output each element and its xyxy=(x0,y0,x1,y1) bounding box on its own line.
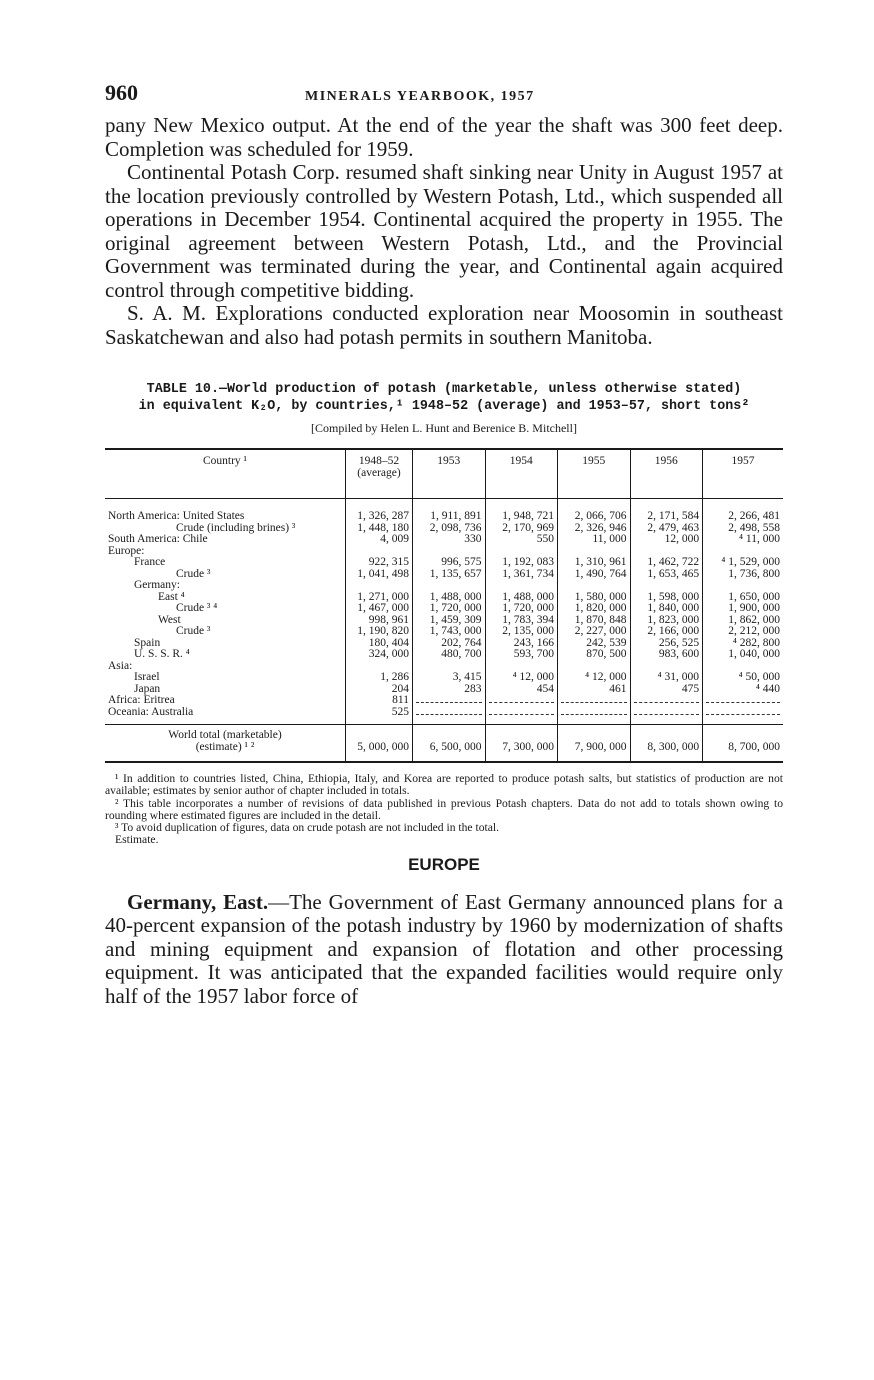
table-cell: 998, 961 xyxy=(346,615,413,627)
no-data-dash xyxy=(489,708,555,715)
table-cell: ⁴ 50, 000 xyxy=(703,672,783,684)
row-label-text: East ⁴ xyxy=(158,591,185,603)
table-cell xyxy=(413,707,486,719)
table-cell xyxy=(485,580,558,592)
table-cell: 525 xyxy=(346,707,413,719)
table-row xyxy=(105,580,783,592)
europe-text xyxy=(105,891,783,1009)
table-cell: 1, 862, 000 xyxy=(703,615,783,627)
table-cell xyxy=(630,580,703,592)
table-row xyxy=(105,511,783,523)
table-header-row xyxy=(105,449,783,499)
table-cell: 1, 948, 721 xyxy=(485,511,558,523)
footnote: ² This table incorporates a number of revisions of data published in previous Potash chapters. Data do not add to totals shown owing to rounding where estimated figures are included in the detail. xyxy=(105,796,783,822)
table-cell: 1, 580, 000 xyxy=(558,592,631,604)
table-cell: 2, 166, 000 xyxy=(630,626,703,638)
table-row xyxy=(105,695,783,707)
table-cell: 1, 720, 000 xyxy=(413,603,486,615)
table-cell: 1, 653, 465 xyxy=(630,569,703,581)
table-cell: 1, 743, 000 xyxy=(413,626,486,638)
row-label-text: South America: Chile xyxy=(108,534,208,545)
table-row xyxy=(105,707,783,719)
row-label-text: North America: United States xyxy=(108,511,245,522)
total-cell: 7, 900, 000 xyxy=(558,725,631,763)
table-row xyxy=(105,684,783,696)
table-cell: 983, 600 xyxy=(630,649,703,661)
footnote: ³ To avoid duplication of figures, data on crude potash are not included in the total. xyxy=(115,821,499,835)
table-cell: 1, 870, 848 xyxy=(558,615,631,627)
table-cell: 1, 190, 820 xyxy=(346,626,413,638)
table-cell: 1, 650, 000 xyxy=(703,592,783,604)
table-cell: 1, 823, 000 xyxy=(630,615,703,627)
table-cell: 1, 361, 734 xyxy=(485,569,558,581)
row-label xyxy=(105,523,346,535)
table-cell: 2, 479, 463 xyxy=(630,523,703,535)
table-cell xyxy=(485,707,558,719)
table-cell: 1, 326, 287 xyxy=(346,511,413,523)
row-label xyxy=(105,569,346,581)
row-label-text: Japan xyxy=(134,683,161,695)
table-row xyxy=(105,603,783,615)
table-cell: 2, 135, 000 xyxy=(485,626,558,638)
table-cell: 2, 498, 558 xyxy=(703,523,783,535)
table-cell: 1, 900, 000 xyxy=(703,603,783,615)
row-label xyxy=(105,546,346,558)
table-cell: 1, 911, 891 xyxy=(413,511,486,523)
run-in-heading: Germany, East. xyxy=(127,889,269,914)
table-row xyxy=(105,649,783,661)
total-cell: 5, 000, 000 xyxy=(346,725,413,763)
row-label xyxy=(105,626,346,638)
column-header: 1948–52 (average) xyxy=(346,449,413,499)
no-data-dash xyxy=(561,696,627,703)
table-cell: 1, 736, 800 xyxy=(703,569,783,581)
table-cell: 2, 266, 481 xyxy=(703,511,783,523)
table-total-row xyxy=(105,725,783,763)
paragraph xyxy=(105,891,783,1009)
footnote: Estimate. xyxy=(115,833,159,847)
body-text xyxy=(105,114,783,349)
section-heading: EUROPE xyxy=(408,854,480,874)
no-data-dash xyxy=(489,696,555,703)
table-cell: 1, 310, 961 xyxy=(558,557,631,569)
row-label-text: Europe: xyxy=(108,545,145,557)
footnotes xyxy=(105,773,783,847)
running-title: MINERALS YEARBOOK, 1957 xyxy=(305,89,535,104)
table-cell: 242, 539 xyxy=(558,638,631,650)
row-label xyxy=(105,534,346,546)
table-row xyxy=(105,672,783,684)
row-label-text: West xyxy=(158,614,181,626)
column-header: 1955 xyxy=(558,449,631,499)
table-cell: 283 xyxy=(413,684,486,696)
table-cell: 1, 286 xyxy=(346,672,413,684)
table-body xyxy=(105,499,783,719)
table-cell xyxy=(558,707,631,719)
row-label xyxy=(105,615,346,627)
table-cell: 870, 500 xyxy=(558,649,631,661)
table-cell: 811 xyxy=(346,695,413,707)
row-label-text: Germany: xyxy=(134,580,180,591)
table-cell: 202, 764 xyxy=(413,638,486,650)
column-header: 1957 xyxy=(703,449,783,499)
table-cell: 11, 000 xyxy=(558,534,631,546)
table-cell xyxy=(703,580,783,592)
table-row xyxy=(105,626,783,638)
column-header: Country ¹ xyxy=(105,449,346,499)
no-data-dash xyxy=(706,708,780,715)
table-cell xyxy=(703,695,783,707)
paragraph: pany New Mexico output. At the end of the year the shaft was 300 feet deep. Completion was scheduled for 1959. xyxy=(105,113,783,161)
table-cell: 1, 192, 083 xyxy=(485,557,558,569)
table-cell: 1, 448, 180 xyxy=(346,523,413,535)
table-title xyxy=(105,381,783,415)
row-label xyxy=(105,649,346,661)
page-number: 960 xyxy=(105,80,138,105)
table-cell: 1, 488, 000 xyxy=(485,592,558,604)
no-data-dash xyxy=(706,696,780,703)
total-label: World total (marketable) xyxy=(168,729,282,741)
row-label xyxy=(105,707,346,719)
page xyxy=(105,80,783,1008)
row-label-text: Crude ³ xyxy=(176,626,211,637)
row-label-text: Africa: Eritrea xyxy=(108,695,175,706)
table-cell: 1, 135, 657 xyxy=(413,569,486,581)
row-label xyxy=(105,638,346,650)
table-cell xyxy=(558,695,631,707)
table-cell: 461 xyxy=(558,684,631,696)
table-cell: 1, 462, 722 xyxy=(630,557,703,569)
row-label xyxy=(105,592,346,604)
row-label xyxy=(105,672,346,684)
table-cell xyxy=(485,695,558,707)
row-label xyxy=(105,603,346,615)
row-label-text: Crude ³ xyxy=(176,568,211,580)
table-cell: ⁴ 31, 000 xyxy=(630,672,703,684)
table-cell: ⁴ 1, 529, 000 xyxy=(703,557,783,569)
row-label-text: Crude ³ ⁴ xyxy=(176,603,218,614)
table-compiled-note: [Compiled by Helen L. Hunt and Berenice B. Mitchell] xyxy=(311,421,577,435)
table-cell: ⁴ 11, 000 xyxy=(703,534,783,546)
table-cell xyxy=(558,580,631,592)
table-cell: 1, 783, 394 xyxy=(485,615,558,627)
table-cell: 256, 525 xyxy=(630,638,703,650)
row-label xyxy=(105,695,346,707)
table-cell: 2, 326, 946 xyxy=(558,523,631,535)
no-data-dash xyxy=(634,708,700,715)
table-cell: 1, 271, 000 xyxy=(346,592,413,604)
table-cell: 1, 459, 309 xyxy=(413,615,486,627)
table-cell: 2, 170, 969 xyxy=(485,523,558,535)
table-cell: 12, 000 xyxy=(630,534,703,546)
paragraph: Continental Potash Corp. resumed shaft sinking near Unity in August 1957 at the location previously controlled by Western Potash, Ltd., which suspended all operations in December 1954. Continental acquired the property in 1955. The original agreement between Western Potash, Ltd., and the Provincial Government was terminated during the year, and Continental again acquired control through competitive bidding. xyxy=(105,160,783,302)
table-cell: 922, 315 xyxy=(346,557,413,569)
table-cell xyxy=(630,707,703,719)
column-header: 1956 xyxy=(630,449,703,499)
table-cell: 180, 404 xyxy=(346,638,413,650)
table-title-line: in equivalent K₂O, by countries,¹ 1948–52 (average) and 1953–57, short tons² xyxy=(138,399,750,414)
row-label-text: France xyxy=(134,557,166,568)
row-label xyxy=(105,557,346,569)
no-data-dash xyxy=(416,708,482,715)
table-cell: 1, 488, 000 xyxy=(413,592,486,604)
table-cell: ⁴ 440 xyxy=(703,684,783,696)
potash-production-table xyxy=(105,448,783,763)
running-header xyxy=(105,80,783,114)
table-cell: ⁴ 12, 000 xyxy=(558,672,631,684)
table-cell: 2, 212, 000 xyxy=(703,626,783,638)
total-cell: 8, 700, 000 xyxy=(703,725,783,763)
row-label xyxy=(105,580,346,592)
table-title-line: TABLE 10.—World production of potash (marketable, unless otherwise stated) xyxy=(146,382,742,397)
table-cell xyxy=(413,580,486,592)
table-cell: 330 xyxy=(413,534,486,546)
table-cell: 1, 490, 764 xyxy=(558,569,631,581)
row-label xyxy=(105,661,346,673)
total-label: (estimate) ¹ ² xyxy=(195,741,255,753)
table-cell: 550 xyxy=(485,534,558,546)
table-cell xyxy=(413,695,486,707)
table-cell xyxy=(630,695,703,707)
footnote: ¹ In addition to countries listed, China, Ethiopia, Italy, and Korea are reported to produce potash salts, but statistics of production are not available; estimates by senior author of chapter included in totals. xyxy=(105,772,783,798)
column-header: 1953 xyxy=(413,449,486,499)
paragraph: S. A. M. Explorations conducted exploration near Moosomin in southeast Saskatchewan and also had potash permits in southern Manitoba. xyxy=(105,301,783,349)
table-cell: 1, 820, 000 xyxy=(558,603,631,615)
table-cell: 2, 227, 000 xyxy=(558,626,631,638)
no-data-dash xyxy=(416,696,482,703)
table-cell: 243, 166 xyxy=(485,638,558,650)
table-cell: 1, 720, 000 xyxy=(485,603,558,615)
table-cell: ⁴ 12, 000 xyxy=(485,672,558,684)
table-cell: 1, 467, 000 xyxy=(346,603,413,615)
table-cell: 475 xyxy=(630,684,703,696)
row-label-text: Crude (including brines) ³ xyxy=(176,522,296,534)
table-cell: 4, 009 xyxy=(346,534,413,546)
paragraph-text: —The Government of East Germany announced plans for a 40-percent expansion of the potash industry by 1960 by modernization of shafts and mining equipment and expansion of flotation and other processing equipment. It was anticipated that the expanded facilities would require only half of the 1957 labor force of xyxy=(105,889,783,1008)
total-cell: 8, 300, 000 xyxy=(630,725,703,763)
table-cell: 593, 700 xyxy=(485,649,558,661)
table-cell: 3, 415 xyxy=(413,672,486,684)
table-cell: 204 xyxy=(346,684,413,696)
table-cell: 1, 041, 498 xyxy=(346,569,413,581)
table-cell: 2, 066, 706 xyxy=(558,511,631,523)
table-cell: ⁴ 282, 800 xyxy=(703,638,783,650)
row-label xyxy=(105,511,346,523)
total-cell: 7, 300, 000 xyxy=(485,725,558,763)
table-cell: 1, 040, 000 xyxy=(703,649,783,661)
no-data-dash xyxy=(634,696,700,703)
table-cell: 1, 598, 000 xyxy=(630,592,703,604)
no-data-dash xyxy=(561,708,627,715)
table-cell: 454 xyxy=(485,684,558,696)
table-row xyxy=(105,534,783,546)
row-label-text: Asia: xyxy=(108,660,133,672)
table-cell: 324, 000 xyxy=(346,649,413,661)
row-label-text: Spain xyxy=(134,637,161,649)
table-cell: 1, 840, 000 xyxy=(630,603,703,615)
table-cell: 996, 575 xyxy=(413,557,486,569)
table-cell xyxy=(703,707,783,719)
table-row xyxy=(105,569,783,581)
table-cell xyxy=(346,580,413,592)
table-cell: 480, 700 xyxy=(413,649,486,661)
table-cell: 2, 171, 584 xyxy=(630,511,703,523)
total-cell: 6, 500, 000 xyxy=(413,725,486,763)
row-label xyxy=(105,684,346,696)
table-row xyxy=(105,557,783,569)
table-cell: 2, 098, 736 xyxy=(413,523,486,535)
row-label-text: Oceania: Australia xyxy=(108,706,194,718)
column-header: 1954 xyxy=(485,449,558,499)
row-label-text: Israel xyxy=(134,672,160,683)
row-label-text: U. S. S. R. ⁴ xyxy=(134,649,190,660)
